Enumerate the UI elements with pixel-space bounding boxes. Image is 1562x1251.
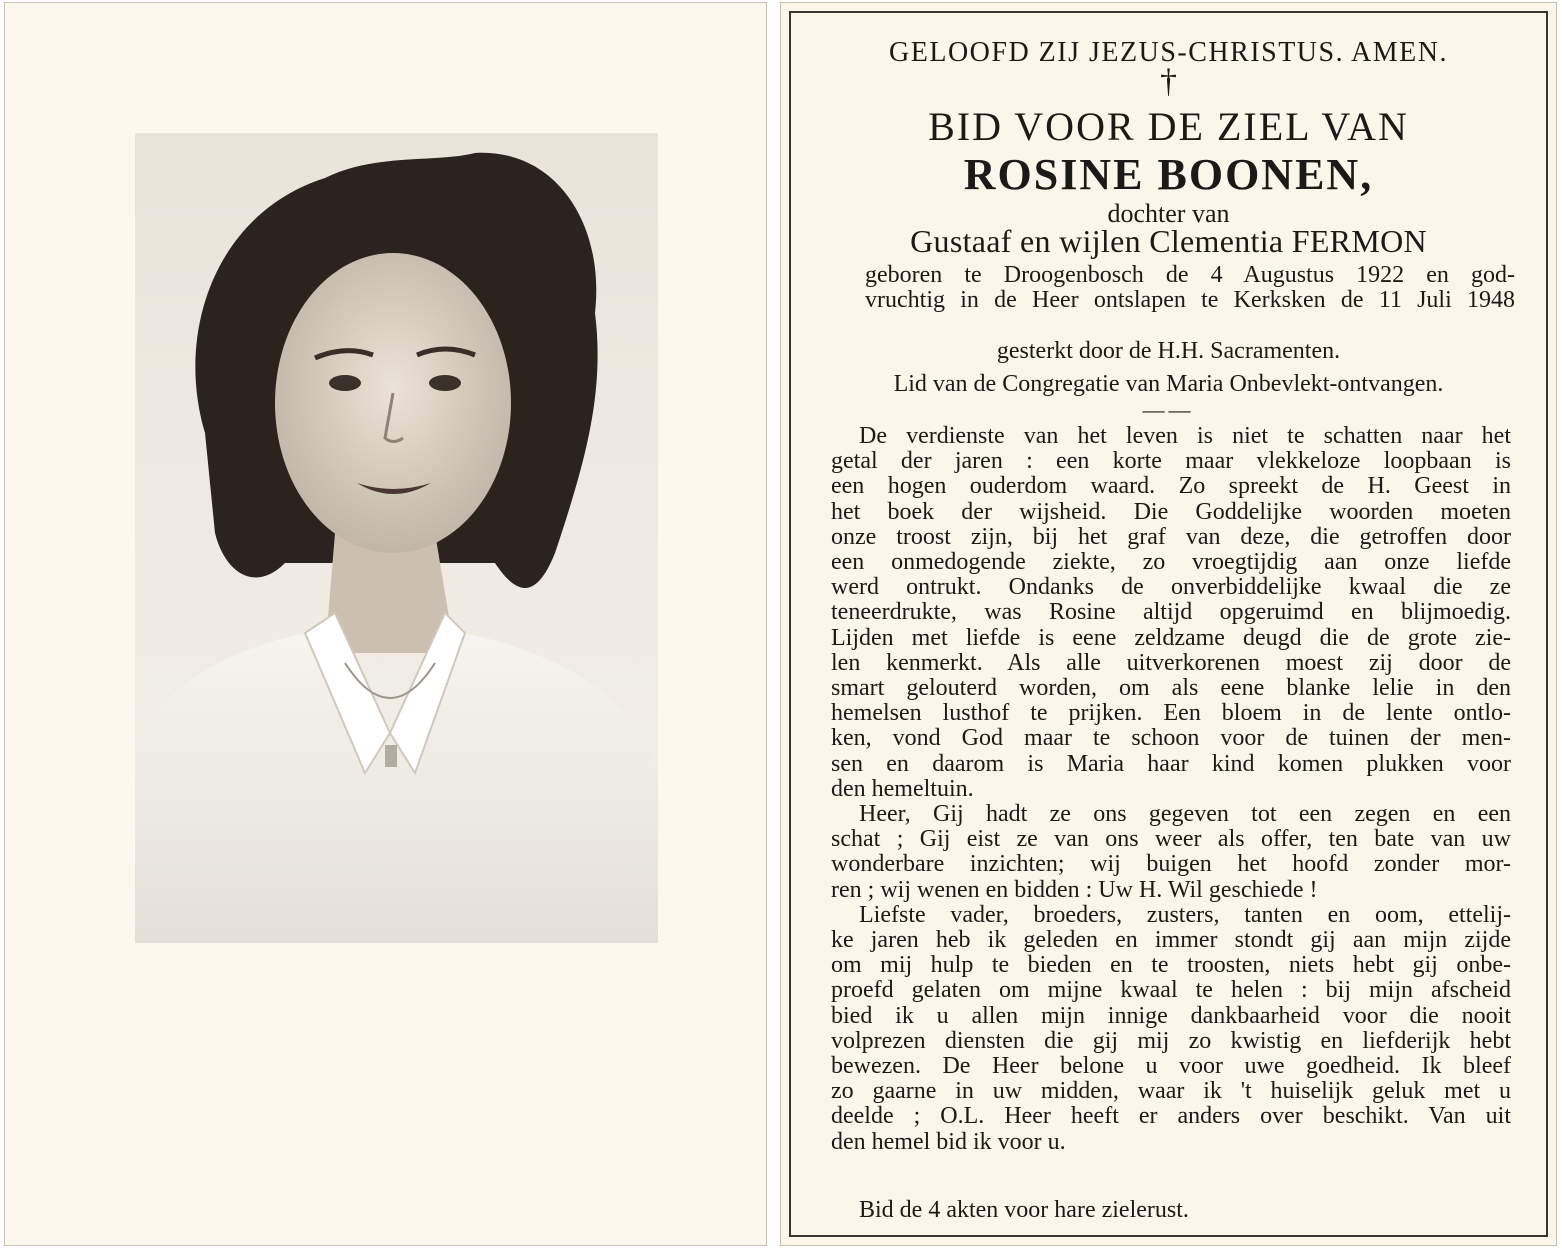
text-line: Lijden met liefde is eene zeldzame deugd die de grote zie- <box>831 624 1511 651</box>
header-motto: GELOOFD ZIJ JEZUS-CHRISTUS. AMEN. <box>889 37 1448 68</box>
portrait-photo-icon <box>135 133 658 943</box>
paragraph-2 <box>831 802 1511 903</box>
text-line: teneerdrukte, was Rosine altijd opgeruimd en blijmoedig. <box>831 599 1511 626</box>
text-line: schat ; Gij eist ze van ons weer als offer, ten bate van uw <box>831 826 1511 853</box>
daughter-of-text: dochter van <box>1107 199 1230 228</box>
text-line: Liefste vader, broeders, zusters, tanten en oom, ettelij- <box>859 901 1511 928</box>
text-line: ren ; wij wenen en bidden : Uw H. Wil geschiede ! <box>831 876 1318 903</box>
text-line: werd ontrukt. Ondanks de onverbiddelijke kwaal die ze <box>831 574 1511 601</box>
text-line: wonderbare inzichten; wij buigen het hoofd zonder mor- <box>831 851 1511 878</box>
paragraph-1 <box>831 424 1511 802</box>
text-line: om mij hulp te bieden en te troosten, niets hebt gij onbe- <box>831 952 1511 979</box>
memorial-body-text <box>831 424 1511 1155</box>
text-line: het boek der wijsheid. Die Goddelijke woorden moeten <box>831 498 1511 525</box>
text-line: deelde ; O.L. Heer heeft er anders over beschikt. Van uit <box>831 1103 1511 1130</box>
death-line: vruchtig in de Heer ontslapen te Kerksken de 11 Juli 1948 <box>865 287 1515 314</box>
deceased-name: ROSINE BOONEN, <box>963 150 1374 199</box>
text-line: De verdienste van het leven is niet te schatten naar het <box>859 423 1511 449</box>
text-line: een hogen ouderdom waard. Zo spreekt de H. Geest in <box>831 473 1511 500</box>
birth-line: geboren te Droogenbosch de 4 Augustus 1922 en god- <box>865 262 1515 288</box>
text-line: Heer, Gij hadt ze ons gegeven tot een zegen en een <box>859 801 1511 828</box>
text-line: den hemeltuin. <box>831 775 974 802</box>
text-line: ken, vond God maar te schoon voor de tuinen der men- <box>831 725 1511 752</box>
text-line: den hemel bid ik voor u. <box>831 1128 1066 1155</box>
sacraments-line: gesterkt door de H.H. Sacramenten. <box>996 338 1341 364</box>
congregation-line: Lid van de Congregatie van Maria Onbevlekt-ontvangen. <box>893 371 1444 397</box>
text-line: hemelsen lusthof te prijken. Een bloem in de lente ontlo- <box>831 700 1511 727</box>
parents-names: Gustaaf en wijlen Clementia FERMON <box>910 223 1427 259</box>
text-line: onze troost zijn, bij het graf van deze, die getroffen door <box>831 523 1511 550</box>
text-line: smart gelouterd worden, om als eene blanke lelie in den <box>831 675 1511 702</box>
text-line: getal der jaren : een korte maar vlekkeloze loopbaan is <box>831 448 1511 475</box>
divider: —— <box>1142 397 1195 422</box>
memorial-text-card <box>780 2 1557 1246</box>
text-line: bewezen. De Heer belone u voor uwe goedheid. Ik bleef <box>831 1053 1511 1080</box>
text-line: proefd gelaten om mijne kwaal te helen : bij mijn afscheid <box>831 977 1511 1004</box>
text-line: sen en daarom is Maria haar kind komen plukken voor <box>831 750 1511 777</box>
portrait-photo <box>135 133 658 943</box>
text-line: zo gaarne in uw midden, waar ik 't huiselijk geluk met u <box>831 1078 1511 1105</box>
text-line: bied ik u allen mijn innige dankbaarheid voor die nooit <box>831 1002 1511 1029</box>
left-card-panel <box>4 2 767 1246</box>
pray-heading: BID VOOR DE ZIEL VAN <box>928 104 1409 149</box>
paragraph-3 <box>831 903 1511 1155</box>
cross-icon: † <box>1160 63 1177 100</box>
birth-death-details <box>865 263 1515 313</box>
text-line: ke jaren heb ik geleden en immer stondt gij aan mijn zijde <box>831 927 1511 954</box>
closing-prayer: Bid de 4 akten voor hare zielerust. <box>859 1197 1189 1223</box>
text-line: volprezen diensten die gij mij zo kwistig en liefderijk hebt <box>831 1027 1511 1054</box>
text-line: een onmedogende ziekte, zo vroegtijdig aan onze liefde <box>831 549 1511 576</box>
text-line: len kenmerkt. Als alle uitverkorenen moest zij door de <box>831 649 1511 676</box>
